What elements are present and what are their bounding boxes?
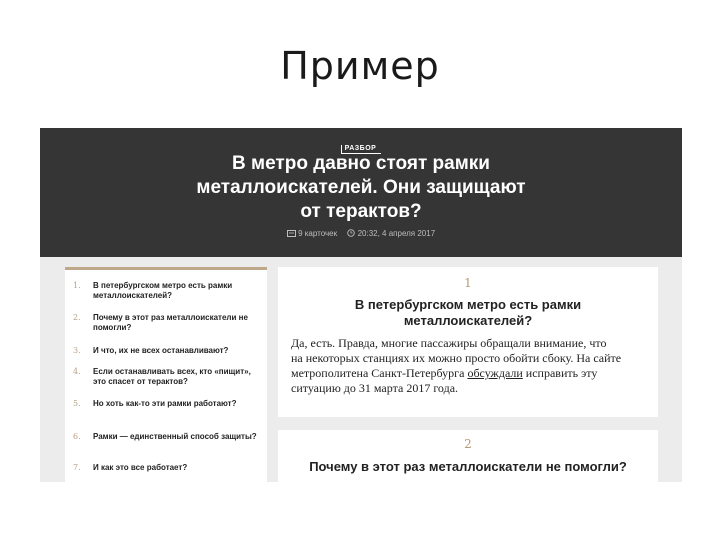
article-headline: [40, 152, 682, 224]
card-number: 2: [464, 437, 472, 451]
toc-item[interactable]: 2. Почему в этот раз металлоискатели не помогли?: [73, 313, 248, 332]
headline-line: В метро давно стоят рамки: [232, 153, 490, 174]
toc-item[interactable]: 6. Рамки — единственный способ защиты?: [73, 432, 257, 441]
article-tag[interactable]: РАЗБОР: [40, 137, 682, 155]
article-screenshot: [40, 128, 682, 482]
toc-item[interactable]: 4. Если останавливать всех, кто «пищит», это спасет от терактов?: [73, 367, 251, 386]
headline-line: от терактов?: [300, 201, 422, 222]
toc-item[interactable]: 7. И как это все работает?: [73, 463, 188, 472]
article-hero: [40, 128, 682, 257]
card-title: Почему в этот раз металлоискатели не помогли?: [309, 459, 627, 474]
slide-title: Пример: [280, 44, 440, 88]
card-title: В петербургском метро есть рамки металлоискателей?: [354, 297, 582, 328]
card-1: [278, 267, 658, 417]
table-of-contents: [65, 267, 267, 482]
toc-item[interactable]: 1. В петербургском метро есть рамки металлоискателей?: [73, 281, 233, 300]
toc-item[interactable]: 5. Но хоть как-то эти рамки работают?: [73, 399, 237, 408]
cards-count: 9 карточек: [287, 229, 337, 238]
clock-icon: [347, 229, 355, 237]
cards-icon: [287, 230, 296, 237]
card-2: [278, 430, 658, 482]
toc-item[interactable]: 3. И что, их не всех останавливают?: [73, 346, 229, 355]
article-meta: [40, 229, 682, 238]
card-body: Да, есть. Правда, многие пассажиры обращали внимание, что на некоторых станциях их можно просто обойти сбоку. На сайте метрополитена Санкт-Петербурга обсуждали исправить эту ситуацию до 31 марта 2017 года.: [291, 336, 622, 395]
source-link[interactable]: обсуждали: [467, 366, 523, 380]
publish-date: 20:32, 4 апреля 2017: [347, 229, 435, 238]
headline-line: металлоискателей. Они защищают: [196, 177, 526, 198]
card-number: 1: [464, 276, 472, 290]
